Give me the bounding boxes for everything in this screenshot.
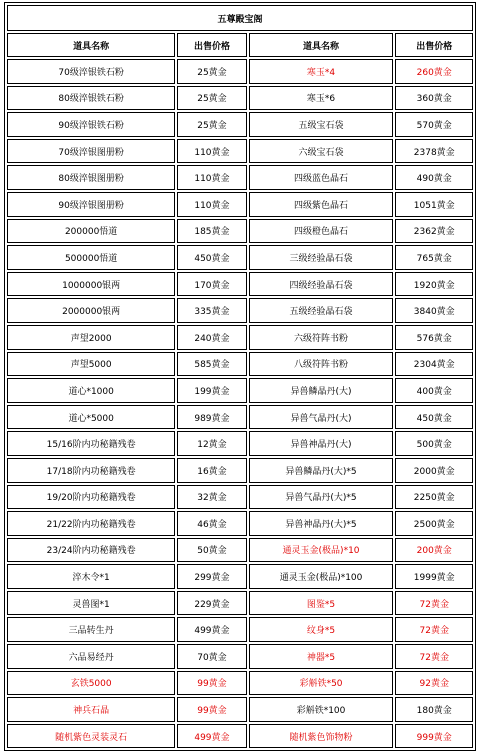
item-name-cell-2: 四级紫色晶石 xyxy=(249,192,394,217)
price-cell: 585黄金 xyxy=(177,352,246,377)
item-name-cell-2: 四级蓝色晶石 xyxy=(249,165,394,190)
price-cell-2: 72黄金 xyxy=(395,617,473,642)
item-name-cell: 神兵石晶 xyxy=(7,697,175,722)
table-row xyxy=(7,405,473,430)
price-cell-2: 400黄金 xyxy=(395,378,473,403)
item-name-cell-2: 六级符阵书粉 xyxy=(249,325,394,350)
price-cell: 499黄金 xyxy=(177,724,246,749)
price-cell-2: 72黄金 xyxy=(395,591,473,616)
item-name-cell-2: 神器*5 xyxy=(249,644,394,669)
price-cell-2: 490黄金 xyxy=(395,165,473,190)
price-cell-2: 570黄金 xyxy=(395,112,473,137)
table-row xyxy=(7,112,473,137)
table-row xyxy=(7,139,473,164)
item-name-cell: 随机紫色灵装灵石 xyxy=(7,724,175,749)
price-cell: 110黄金 xyxy=(177,165,246,190)
shop-price-table xyxy=(4,2,476,751)
table-row xyxy=(7,298,473,323)
item-name-cell-2: 彩斛铁*100 xyxy=(249,697,394,722)
table-row xyxy=(7,325,473,350)
price-cell: 450黄金 xyxy=(177,245,246,270)
table-row xyxy=(7,617,473,642)
item-name-cell: 1000000银两 xyxy=(7,272,175,297)
title-row xyxy=(7,5,473,31)
price-cell-2: 200黄金 xyxy=(395,538,473,563)
price-cell: 25黄金 xyxy=(177,59,246,84)
table-row xyxy=(7,272,473,297)
price-cell-2: 72黄金 xyxy=(395,644,473,669)
table-row xyxy=(7,538,473,563)
item-name-cell: 玄铁5000 xyxy=(7,671,175,696)
item-name-cell-2: 四级经验晶石袋 xyxy=(249,272,394,297)
item-name-cell-2: 异兽气晶丹(大) xyxy=(249,405,394,430)
table-row xyxy=(7,431,473,456)
table-row xyxy=(7,697,473,722)
price-cell: 335黄金 xyxy=(177,298,246,323)
price-cell-2: 1920黄金 xyxy=(395,272,473,297)
item-name-cell: 23/24阶内功秘籍残卷 xyxy=(7,538,175,563)
table-row xyxy=(7,59,473,84)
price-cell-2: 500黄金 xyxy=(395,431,473,456)
item-name-cell-2: 通灵玉金(极品)*100 xyxy=(249,564,394,589)
table-row xyxy=(7,86,473,111)
price-cell-2: 2500黄金 xyxy=(395,511,473,536)
item-name-cell: 六品易经丹 xyxy=(7,644,175,669)
item-name-cell: 200000悟道 xyxy=(7,219,175,244)
price-cell: 170黄金 xyxy=(177,272,246,297)
price-cell: 12黄金 xyxy=(177,431,246,456)
price-cell-2: 2000黄金 xyxy=(395,458,473,483)
item-name-cell-2: 随机紫色饰物粉 xyxy=(249,724,394,749)
item-name-cell-2: 彩斛铁*50 xyxy=(249,671,394,696)
item-name-cell: 声望2000 xyxy=(7,325,175,350)
item-name-cell: 21/22阶内功秘籍残卷 xyxy=(7,511,175,536)
item-name-cell-2: 六级宝石袋 xyxy=(249,139,394,164)
table-row xyxy=(7,724,473,749)
header-price: 出售价格 xyxy=(177,33,246,57)
item-name-cell-2: 异兽鳞晶丹(大)*5 xyxy=(249,458,394,483)
price-cell: 99黄金 xyxy=(177,697,246,722)
price-cell: 32黄金 xyxy=(177,485,246,510)
table-title: 五尊殿宝阁 xyxy=(7,5,473,31)
item-name-cell-2: 纹身*5 xyxy=(249,617,394,642)
price-cell-2: 450黄金 xyxy=(395,405,473,430)
price-cell: 110黄金 xyxy=(177,192,246,217)
price-cell: 299黄金 xyxy=(177,564,246,589)
price-cell: 25黄金 xyxy=(177,86,246,111)
price-cell: 185黄金 xyxy=(177,219,246,244)
price-cell: 110黄金 xyxy=(177,139,246,164)
header-row xyxy=(7,33,473,57)
table-row xyxy=(7,165,473,190)
price-cell-2: 2250黄金 xyxy=(395,485,473,510)
price-cell: 240黄金 xyxy=(177,325,246,350)
price-cell-2: 260黄金 xyxy=(395,59,473,84)
price-cell-2: 3840黄金 xyxy=(395,298,473,323)
item-name-cell: 70级淬银图册粉 xyxy=(7,139,175,164)
item-name-cell: 17/18阶内功秘籍残卷 xyxy=(7,458,175,483)
price-cell-2: 92黄金 xyxy=(395,671,473,696)
item-name-cell: 90级淬银图册粉 xyxy=(7,192,175,217)
item-name-cell: 三品转生丹 xyxy=(7,617,175,642)
item-name-cell: 19/20阶内功秘籍残卷 xyxy=(7,485,175,510)
price-cell: 25黄金 xyxy=(177,112,246,137)
price-cell: 499黄金 xyxy=(177,617,246,642)
table-row xyxy=(7,245,473,270)
item-name-cell-2: 三级经验晶石袋 xyxy=(249,245,394,270)
price-cell-2: 2362黄金 xyxy=(395,219,473,244)
price-cell-2: 1999黄金 xyxy=(395,564,473,589)
price-cell-2: 360黄金 xyxy=(395,86,473,111)
table-row xyxy=(7,644,473,669)
item-name-cell-2: 四级橙色晶石 xyxy=(249,219,394,244)
price-cell-2: 2378黄金 xyxy=(395,139,473,164)
price-cell: 46黄金 xyxy=(177,511,246,536)
item-name-cell-2: 异兽鳞晶丹(大) xyxy=(249,378,394,403)
price-cell: 199黄金 xyxy=(177,378,246,403)
price-cell-2: 2304黄金 xyxy=(395,352,473,377)
item-name-cell-2: 寒玉*6 xyxy=(249,86,394,111)
item-name-cell: 70级淬银铁石粉 xyxy=(7,59,175,84)
item-name-cell-2: 异兽神晶丹(大)*5 xyxy=(249,511,394,536)
item-name-cell: 灵兽图*1 xyxy=(7,591,175,616)
price-cell: 99黄金 xyxy=(177,671,246,696)
item-name-cell: 80级淬银铁石粉 xyxy=(7,86,175,111)
price-cell-2: 765黄金 xyxy=(395,245,473,270)
price-cell: 16黄金 xyxy=(177,458,246,483)
item-name-cell-2: 图鉴*5 xyxy=(249,591,394,616)
price-cell: 50黄金 xyxy=(177,538,246,563)
price-cell: 229黄金 xyxy=(177,591,246,616)
item-name-cell-2: 异兽气晶丹(大)*5 xyxy=(249,485,394,510)
item-name-cell: 500000悟道 xyxy=(7,245,175,270)
item-name-cell-2: 寒玉*4 xyxy=(249,59,394,84)
price-cell-2: 999黄金 xyxy=(395,724,473,749)
price-cell: 989黄金 xyxy=(177,405,246,430)
table-row xyxy=(7,192,473,217)
item-name-cell-2: 异兽神晶丹(大) xyxy=(249,431,394,456)
item-name-cell: 90级淬银铁石粉 xyxy=(7,112,175,137)
item-name-cell-2: 八级符阵书粉 xyxy=(249,352,394,377)
price-cell: 70黄金 xyxy=(177,644,246,669)
table-row xyxy=(7,378,473,403)
item-name-cell: 2000000银两 xyxy=(7,298,175,323)
price-cell-2: 1051黄金 xyxy=(395,192,473,217)
item-name-cell: 80级淬银图册粉 xyxy=(7,165,175,190)
table-row xyxy=(7,219,473,244)
item-name-cell: 道心*5000 xyxy=(7,405,175,430)
item-name-cell: 声望5000 xyxy=(7,352,175,377)
table-row xyxy=(7,591,473,616)
price-cell-2: 576黄金 xyxy=(395,325,473,350)
item-name-cell: 15/16阶内功秘籍残卷 xyxy=(7,431,175,456)
item-name-cell-2: 通灵玉金(极品)*10 xyxy=(249,538,394,563)
item-name-cell: 淬木令*1 xyxy=(7,564,175,589)
table-row xyxy=(7,458,473,483)
item-name-cell-2: 五级经验晶石袋 xyxy=(249,298,394,323)
table-row xyxy=(7,485,473,510)
item-name-cell: 道心*1000 xyxy=(7,378,175,403)
table-row xyxy=(7,671,473,696)
item-name-cell-2: 五级宝石袋 xyxy=(249,112,394,137)
table-row xyxy=(7,564,473,589)
table-row xyxy=(7,352,473,377)
header-item-name-2: 道具名称 xyxy=(249,33,394,57)
price-cell-2: 180黄金 xyxy=(395,697,473,722)
header-item-name: 道具名称 xyxy=(7,33,175,57)
header-price-2: 出售价格 xyxy=(395,33,473,57)
table-row xyxy=(7,511,473,536)
